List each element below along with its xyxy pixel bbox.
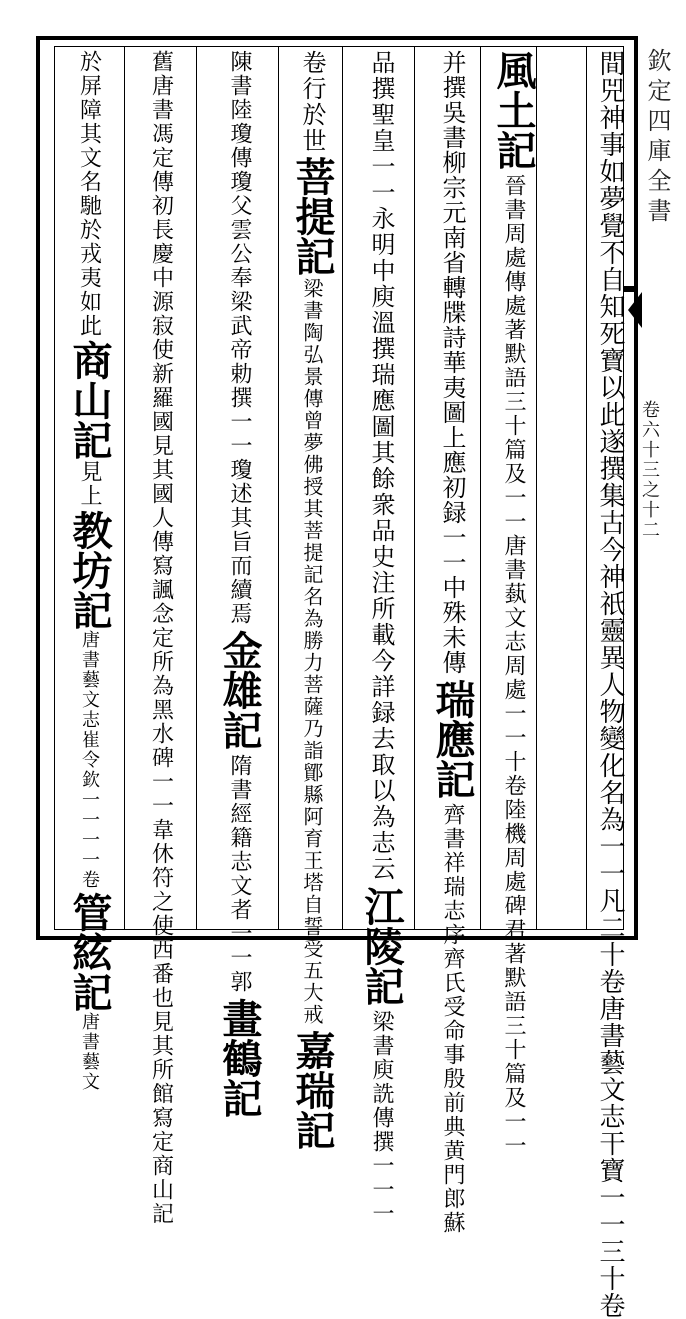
- entry-note: 梁書庾詵傳撰一一一: [369, 1010, 394, 1226]
- entry-note: 梁書陶弘景傳曾夢佛授其菩提記名為勝力菩薩乃詣鄮縣阿育王塔自誓受五大戒: [300, 278, 324, 1026]
- entry-heading: 江陵記: [358, 886, 405, 1006]
- entry-heading: 金雄記: [216, 630, 263, 750]
- column-text: 於屏障其文名馳於戎夷如此: [76, 50, 102, 338]
- entry-note: 齊書祥瑞志序齊氏受命事殷前典黄門郎蘇: [440, 803, 465, 1235]
- entry-note: 唐書藝文志崔令欽一一一一卷: [79, 630, 100, 890]
- column-rule: [414, 46, 415, 930]
- column-rule: [124, 46, 125, 930]
- text-column-7: [130, 50, 192, 1226]
- column-text: 間兕神事如夢覺不自知死寶以此遂撰集古今神祇靈異人物變化名為一一凡二十卷唐書藝文志干寶一一三十卷: [595, 50, 625, 1319]
- column-text: 品撰聖皇一一永明中庾溫撰瑞應圖其餘衆品史注所載今詳録去取以為志云: [367, 50, 395, 882]
- column-text: 卷行於世: [298, 50, 326, 154]
- entry-note: 郭: [227, 970, 252, 994]
- fishtail-mark: [628, 292, 642, 328]
- entry-heading: 畫鶴記: [216, 998, 263, 1118]
- entry-note: 見上: [77, 460, 102, 508]
- book-title: 欽定四庫全書: [643, 48, 671, 228]
- entry-heading: 風土記: [490, 50, 537, 170]
- text-column-5: [282, 50, 342, 1150]
- entry-heading: 嘉瑞記: [289, 1030, 336, 1150]
- column-rule: [278, 46, 279, 930]
- column-rule: [196, 46, 197, 930]
- column-text: 并撰吳書柳宗元南省轉牒詩華夷圖上應初録一一中殊未傳: [438, 50, 466, 675]
- text-column-6: [204, 50, 274, 1118]
- column-rule: [342, 46, 343, 930]
- entry-heading: 管絃記: [66, 892, 113, 1012]
- column-text: 陳書陸瓊傳瓊父雲公奉梁武帝勅撰一一瓊述其旨而續焉: [227, 50, 252, 626]
- entry-note: 隋書經籍志文者一一: [227, 754, 252, 970]
- entry-heading: 菩提記: [289, 156, 336, 276]
- column-text: 舊唐書馮定傳初長慶中源寂使新羅國見其國人傳寫諷念定所為黑水碑一一韋休符之使西番也見其所館寫定商山記: [148, 50, 174, 1226]
- text-column-2: [490, 50, 537, 1158]
- text-column-4: [352, 50, 410, 1226]
- column-rule: [586, 46, 587, 930]
- text-column-1: [590, 50, 630, 1319]
- volume-label: 卷六十三之十二: [639, 400, 660, 540]
- entry-heading: 瑞應記: [429, 679, 476, 799]
- column-rule: [536, 46, 537, 930]
- entry-note: 晉書周處傳處著默語三十篇及一一唐書蓺文志周處一一十卷陸機周處碑君著默語三十篇及一一: [501, 174, 526, 1158]
- text-column-8: [58, 50, 120, 1092]
- text-column-3: [426, 50, 478, 1235]
- entry-heading: 教坊記: [66, 510, 113, 630]
- entry-heading: 商山記: [66, 340, 113, 460]
- entry-note: 唐書藝文: [79, 1012, 100, 1092]
- column-rule: [480, 46, 481, 930]
